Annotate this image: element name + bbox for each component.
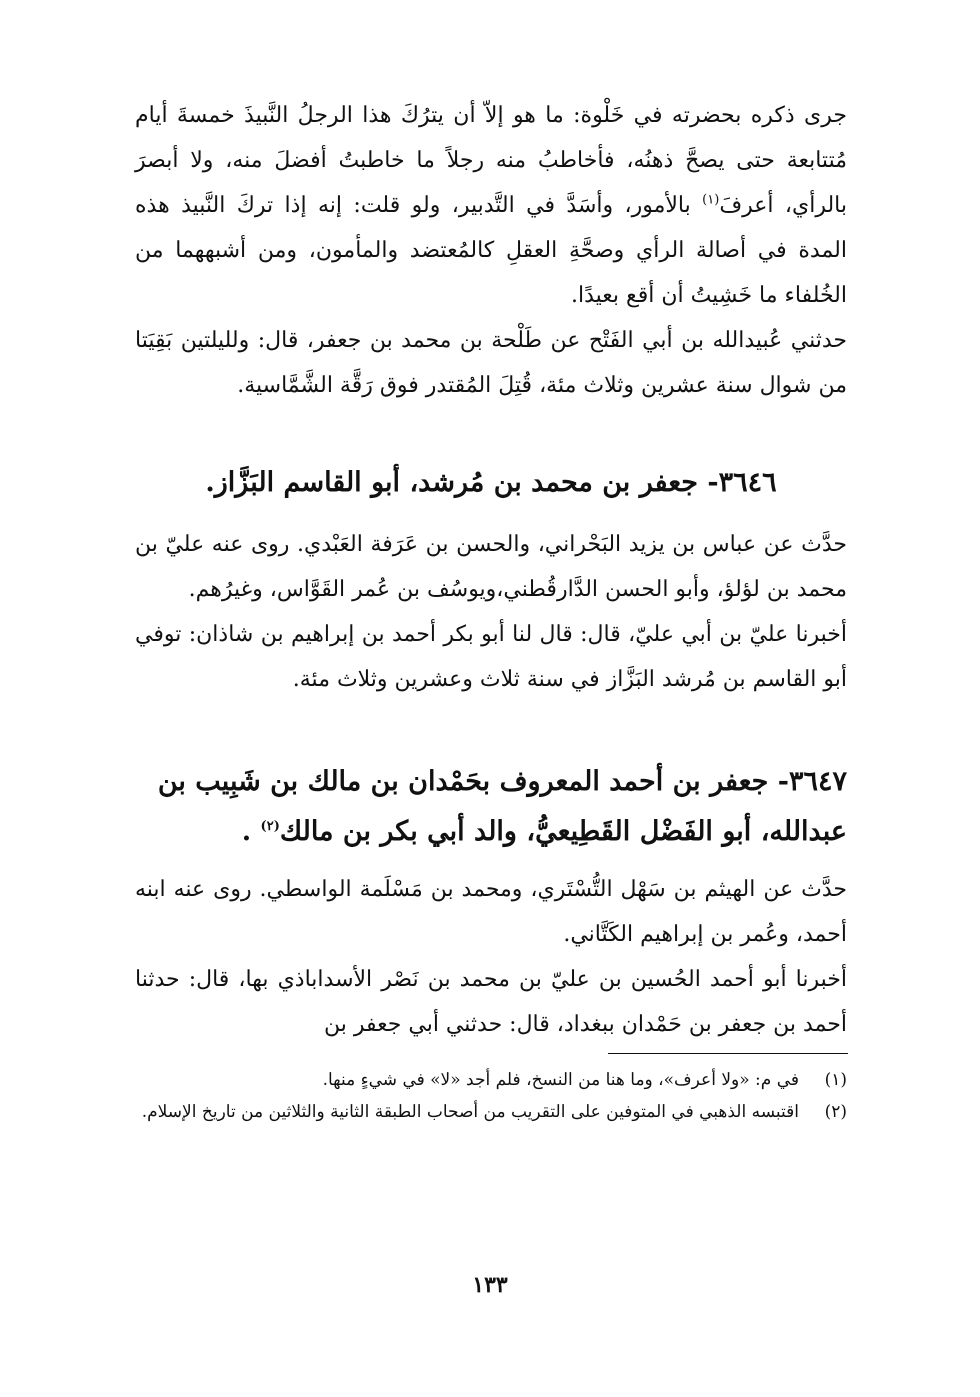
footnote-marker: (٢) [260, 819, 280, 834]
footnote-2 [135, 1096, 847, 1128]
paragraph-death-report-3646: أخبرنا عليّ بن أبي عليّ، قال: قال لنا أبو بكر أحمد بن إبراهيم بن شاذان: توفي أبو القاسم بن مُرشد البَزَّاز في سنة ثلاث وعشرين وثلاث مئة. [135, 622, 847, 692]
footnote-separator [608, 1053, 848, 1054]
paragraph-isnad-3647: أخبرنا أبو أحمد الحُسين بن عليّ بن محمد بن نَصْر الأسداباذي بها، قال: حدثنا أحمد بن جعفر بن حَمْدان ببغداد، قال: حدثني أبي جعفر بن [135, 967, 847, 1037]
heading-line-2-text: عبدالله، أبو الفَضْل القَطِيعيُّ، والد أبي بكر بن مالك [279, 816, 847, 847]
paragraph-narrators-3646: حدَّث عن عباس بن يزيد البَحْراني، والحسن بن عَرَفة العَبْدي. روى عنه عليّ بن محمد بن لؤلؤ، وأبو الحسن الدَّارقُطني،ويوسُف بن عُمر القَوَّاس، وغيرُهم. [135, 532, 848, 602]
paragraph-text: بالأمور، وأسَدَّ في التَّدبير، ولو قلت: إنه إذا تركَ النَّبيذ هذه المدة في أصالة الرأي وصحَّةِ العقلِ كالمُعتضد والمأمون، ومن أشبههما من الخُلفاء ما خَشِيتُ أن أقع بعيدًا. [135, 193, 847, 308]
entry-heading-3646: ٣٦٤٦- جعفر بن محمد بن مُرشد، أبو القاسم البَزَّاز. [205, 467, 777, 498]
paragraph-talha-report: حدثني عُبيدالله بن أبي الفَتْح عن طَلْحة بن محمد بن جعفر، قال: ولليلتين بَقِيَتا من شوال سنة عشرين وثلاث مئة، قُتِلَ المُقتدر فوق رَقَّة الشَّمَّاسية. [135, 328, 847, 398]
entry-heading-3647 [135, 757, 847, 857]
heading-line-1: ٣٦٤٧- جعفر بن أحمد المعروف بحَمْدان بن مالك بن شَبِيب بن [157, 766, 847, 797]
heading-line-2-end: . [241, 816, 261, 847]
paragraph-continuation [135, 93, 847, 318]
footnotes [135, 1064, 847, 1128]
opening-text-block [135, 93, 847, 408]
paragraph-narrators-3647: حدَّث عن الهيثم بن سَهْل التُّسْتَري، ومحمد بن مَسْلَمة الواسطي. روى عنه ابنه أحمد، وعُمر بن إبراهيم الكَتَّاني. [135, 877, 847, 947]
footnote-number: (٢) [824, 1102, 847, 1122]
paragraph-text: جرى ذكره بحضرته في خَلْوة: ما هو إلاّ أن يترُكَ هذا الرجلُ النَّبيذَ خمسةَ أيام مُتتابعة حتى يصحَّ ذهنُه، فأخاطبُ منه رجلاً ما خاطبتُ أفضلَ منه، ولا أبصرَ بالرأي، أعرفَ [135, 103, 847, 218]
footnote-text: اقتبسه الذهبي في المتوفين على التقريب من أصحاب الطبقة الثانية والثلاثين من تاريخ الإسلام. [141, 1102, 799, 1122]
footnote-text: في م: «ولا أعرف»، وما هنا من النسخ، فلم أجد «لا» في شيءٍ منها. [322, 1070, 799, 1090]
footnote-number: (١) [824, 1070, 847, 1090]
entry-3647-body [135, 867, 847, 1047]
entry-3646-body [135, 522, 847, 702]
footnote-1 [135, 1064, 847, 1096]
page-number: ١٣٣ [472, 1272, 508, 1298]
heading-line-2 [135, 807, 847, 857]
footnote-marker: (١) [702, 192, 720, 208]
